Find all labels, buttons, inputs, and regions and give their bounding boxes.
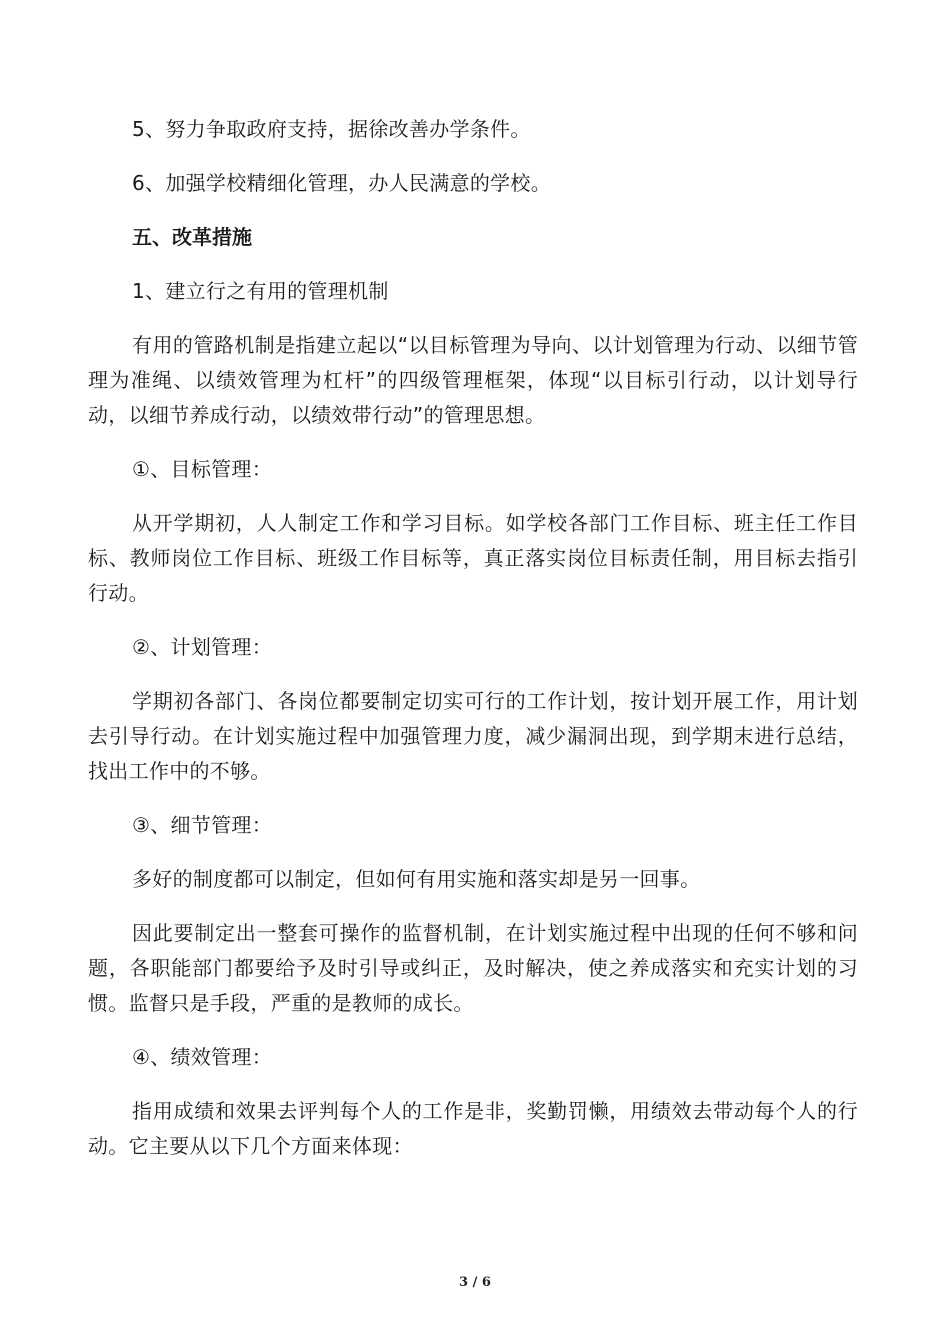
paragraph-item-6: 6、加强学校精细化管理，办人民满意的学校。 bbox=[132, 171, 552, 195]
paragraph-detail-management-1: 多好的制度都可以制定，但如何有用实施和落实却是另一回事。 bbox=[132, 867, 701, 891]
subheading-plan-management: ②、计划管理： bbox=[132, 635, 273, 659]
subheading-performance-management: ④、绩效管理： bbox=[132, 1045, 273, 1069]
page-number: 3 / 6 bbox=[459, 1275, 491, 1290]
subheading-management-mechanism: 1、建立行之有用的管理机制 bbox=[132, 279, 389, 303]
section-heading: 五、改革措施 bbox=[132, 225, 252, 249]
paragraph-mechanism-description: 有用的管路机制是指建立起以“以目标管理为导向、以计划管理为行动、以细节管理为准绳、以绩效管理为杠杆”的四级管理框架，体现“以目标引行动，以计划导行动，以细节养成行动，以绩效带行动”的管理思想。 bbox=[88, 333, 858, 427]
document-body bbox=[88, 112, 858, 1183]
paragraph-detail-management-2: 因此要制定出一整套可操作的监督机制，在计划实施过程中出现的任何不够和问题，各职能部门都要给予及时引导或纠正，及时解决，使之养成落实和充实计划的习惯。监督只是手段，严重的是教师的成长。 bbox=[88, 921, 858, 1015]
subheading-goal-management: ①、目标管理： bbox=[132, 457, 273, 481]
paragraph-performance-management: 指用成绩和效果去评判每个人的工作是非，奖勤罚懒，用绩效去带动每个人的行动。它主要从以下几个方面来体现： bbox=[88, 1099, 858, 1158]
paragraph-plan-management: 学期初各部门、各岗位都要制定切实可行的工作计划，按计划开展工作，用计划去引导行动。在计划实施过程中加强管理力度，减少漏洞出现，到学期末进行总结，找出工作中的不够。 bbox=[88, 689, 858, 783]
paragraph-goal-management: 从开学期初，人人制定工作和学习目标。如学校各部门工作目标、班主任工作目标、教师岗位工作目标、班级工作目标等，真正落实岗位目标责任制，用目标去指引行动。 bbox=[88, 511, 858, 605]
paragraph-item-5: 5、努力争取政府支持，据徐改善办学条件。 bbox=[132, 117, 531, 141]
subheading-detail-management: ③、细节管理： bbox=[132, 813, 273, 837]
